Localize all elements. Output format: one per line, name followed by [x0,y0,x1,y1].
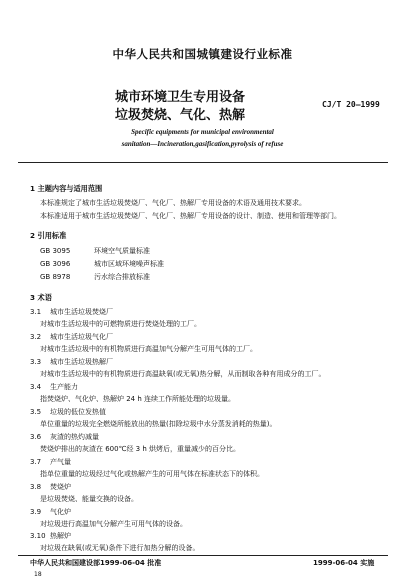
term-name: 城市生活垃圾焚烧厂 [50,308,113,316]
term-name: 灰渣的热灼减量 [50,433,99,441]
term-name: 垃圾的低位发热值 [50,408,106,416]
term-description: 指焚烧炉、气化炉、热解炉 24 h 连续工作所能处理的垃圾量。 [40,395,236,403]
header-title: 中华人民共和国城镇建设行业标准 [112,47,293,61]
reference-code: GB 3095 [40,247,71,255]
term-heading [30,407,106,417]
top-divider [18,162,388,163]
section-1-paragraph-1: 本标准规定了城市生活垃圾焚烧厂、气化厂、热解厂专用设备的术语及通用技术要求。 [40,199,306,207]
term-description: 对垃圾进行高温加气分解产生可用气体的设备。 [40,520,187,528]
bottom-divider [18,555,388,556]
term-description: 对城市生活垃圾中的可燃物质进行焚烧处理的工厂。 [40,320,201,328]
title-cn-line2: 垃圾焚烧、气化、热解 [115,108,246,123]
reference-name: 环境空气质量标准 [94,247,150,255]
term-number: 3.5 [30,408,42,416]
term-heading [30,332,113,342]
term-name: 产气量 [50,458,71,466]
term-number: 3.2 [30,333,42,341]
term-number: 3.8 [30,483,42,491]
reference-name: 城市区域环境噪声标准 [94,260,164,268]
title-en-line2: sanitation—Incineration,gasification,pyrolysis of refuse [121,140,284,148]
term-heading [30,482,71,492]
term-number: 3.6 [30,433,42,441]
term-description: 指单位重量的垃圾经过气化或热解产生的可用气体在标准状态下的体积。 [40,470,264,478]
term-name: 城市生活垃圾热解厂 [50,358,113,366]
term-heading [30,531,71,541]
term-description: 是垃圾焚烧、能量交换的设备。 [40,495,138,503]
term-description: 焚烧炉排出的灰渣在 600℃经 3 h 烘烤后，重量减少的百分比。 [40,445,241,453]
section-2-heading: 2 引用标准 [30,231,67,240]
term-heading [30,357,113,367]
title-cn-line1: 城市环境卫生专用设备 [115,90,246,105]
term-number: 3.9 [30,508,42,516]
reference-code: GB 3096 [40,260,71,268]
term-heading [30,432,99,442]
title-en-line1: Specific equipments for municipal environmental [131,128,274,136]
term-heading [30,382,78,392]
term-heading [30,507,71,517]
term-name: 热解炉 [50,532,71,540]
page-number: 18 [34,571,42,578]
term-number: 3.3 [30,358,42,366]
term-number: 3.7 [30,458,42,466]
standard-number: CJ/T 20—1999 [322,100,380,109]
term-description: 对城市生活垃圾中的有机物质进行高温加气分解产生可用气体的工厂。 [40,345,257,353]
term-description: 单位重量的垃圾完全燃烧所能放出的热量(扣除垃圾中水分蒸发消耗的热量)。 [40,420,277,428]
term-number: 3.1 [30,308,42,316]
section-1-paragraph-2: 本标准适用于城市生活垃圾焚烧厂、气化厂、热解厂专用设备的设计、制造、使用和管理等部门。 [40,212,341,220]
reference-item [40,272,150,282]
implementation-date: 1999-06-04 实施 [313,559,375,567]
term-name: 生产能力 [50,383,78,391]
term-name: 气化炉 [50,508,71,516]
term-heading [30,457,71,467]
reference-code: GB 8978 [40,273,71,281]
reference-item [40,246,150,256]
approval-line: 中华人民共和国建设部1999-06-04 批准 [30,559,162,567]
term-name: 城市生活垃圾气化厂 [50,333,113,341]
section-3-heading: 3 术语 [30,293,52,302]
section-1-heading: 1 主题内容与适用范围 [30,184,103,193]
reference-name: 污水综合排放标准 [94,273,150,281]
term-number: 3.10 [30,532,46,540]
term-name: 焚烧炉 [50,483,71,491]
term-description: 对垃圾在缺氧(或无氧)条件下进行加热分解的设备。 [40,544,200,552]
term-number: 3.4 [30,383,42,391]
reference-item [40,259,164,269]
term-description: 对城市生活垃圾中的有机物质进行高温缺氧(或无氧)热分解，从而制取各种有用成分的工厂。 [40,370,326,378]
term-heading [30,307,113,317]
